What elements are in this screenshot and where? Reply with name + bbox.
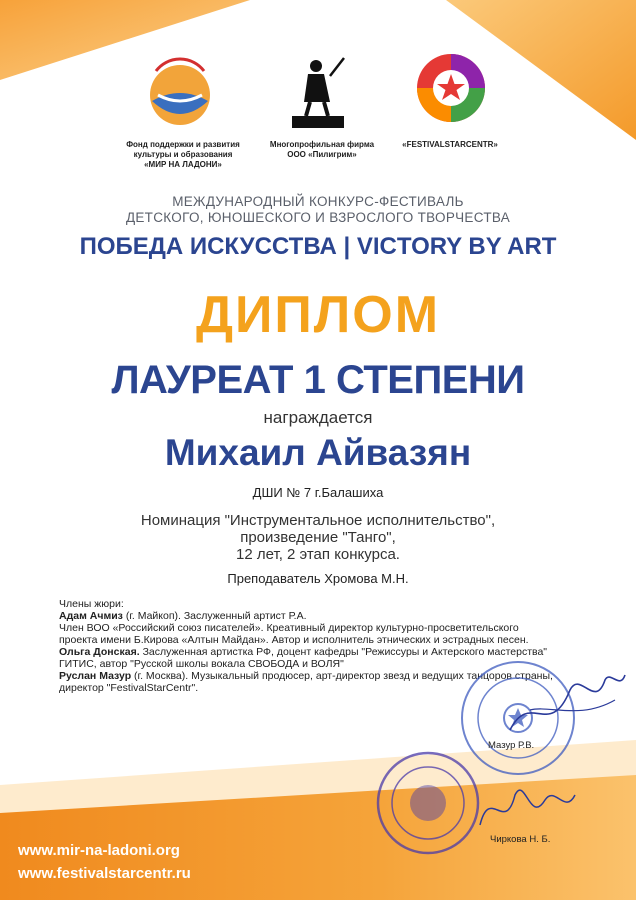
age-stage-line: 12 лет, 2 этап конкурса. [236, 546, 400, 563]
diploma-heading: ДИПЛОМ [195, 286, 441, 344]
school-name: ДШИ № 7 г.Балашиха [252, 485, 384, 500]
jury-member-name: Адам Ачмиз [59, 610, 123, 622]
festival-line-2: ДЕТСКОГО, ЮНОШЕСКОГО И ВЗРОСЛОГО ТВОРЧЕСТВА [125, 210, 511, 225]
jury-member-desc: (г. Москва). Музыкальный продюсер, арт-директор звезд и ведущих танцоров страны, директор "FestivalStarCentr". [59, 670, 553, 694]
teacher-line: Преподаватель Хромова М.Н. [227, 571, 409, 586]
jury-heading: Члены жюри: [59, 598, 124, 610]
jury-member-name: Руслан Мазур [59, 670, 132, 682]
festival-title: ПОБЕДА ИСКУССТВА | VICTORY BY ART [79, 233, 557, 260]
mir-na-ladoni-logo [140, 55, 220, 135]
awarded-text: награждается [263, 408, 373, 427]
logo1-caption: Фонд поддержки и развития культуры и образования «МИР НА ЛАДОНИ» [126, 140, 240, 169]
recipient-name: Михаил Айвазян [164, 432, 472, 473]
website-url-2[interactable]: www.festivalstarcentr.ru [18, 865, 191, 882]
laureate-degree: ЛАУРЕАТ 1 СТЕПЕНИ [111, 358, 525, 402]
signature-1 [500, 650, 630, 750]
jury-member-desc: Заслуженная артистка РФ, доцент кафедры "Режиссуры и Актерского мастерства" ГИТИС, автор "Русской школы вокала СВОБОДА и ВОЛЯ" [59, 646, 548, 670]
website-url-1[interactable]: www.mir-na-ladoni.org [18, 842, 180, 859]
logo3-caption: «FESTIVALSTARCENTR» [402, 140, 498, 149]
signature-caption-2: Чиркова Н. Б. [490, 834, 551, 845]
piece-line: произведение "Танго", [240, 529, 396, 546]
jury-member-desc: (г. Майкоп). Заслуженный артист Р.А. [125, 610, 307, 622]
round-stamp-violet [373, 748, 483, 858]
jury-member-desc: Член ВОО «Российский союз писателей». Креативный директор культурно-просветительского проекта имени Б.Кирова «Алтын Майдан». Автор и исполнитель этнических и эстрадных песен. [59, 622, 529, 646]
signature-caption-1: Мазур Р.В. [488, 740, 535, 751]
festivalstarcentr-logo [413, 50, 489, 126]
festival-line-1: МЕЖДУНАРОДНЫЙ КОНКУРС-ФЕСТИВАЛЬ [172, 194, 464, 209]
nomination-line: Номинация "Инструментальное исполнительство", [140, 512, 496, 529]
jury-member-name: Ольга Донская. [59, 646, 140, 658]
nomination-block [0, 512, 636, 563]
piligrim-logo [286, 52, 350, 132]
logo2-caption: Многопрофильная фирма ООО «Пилигрим» [269, 140, 375, 159]
